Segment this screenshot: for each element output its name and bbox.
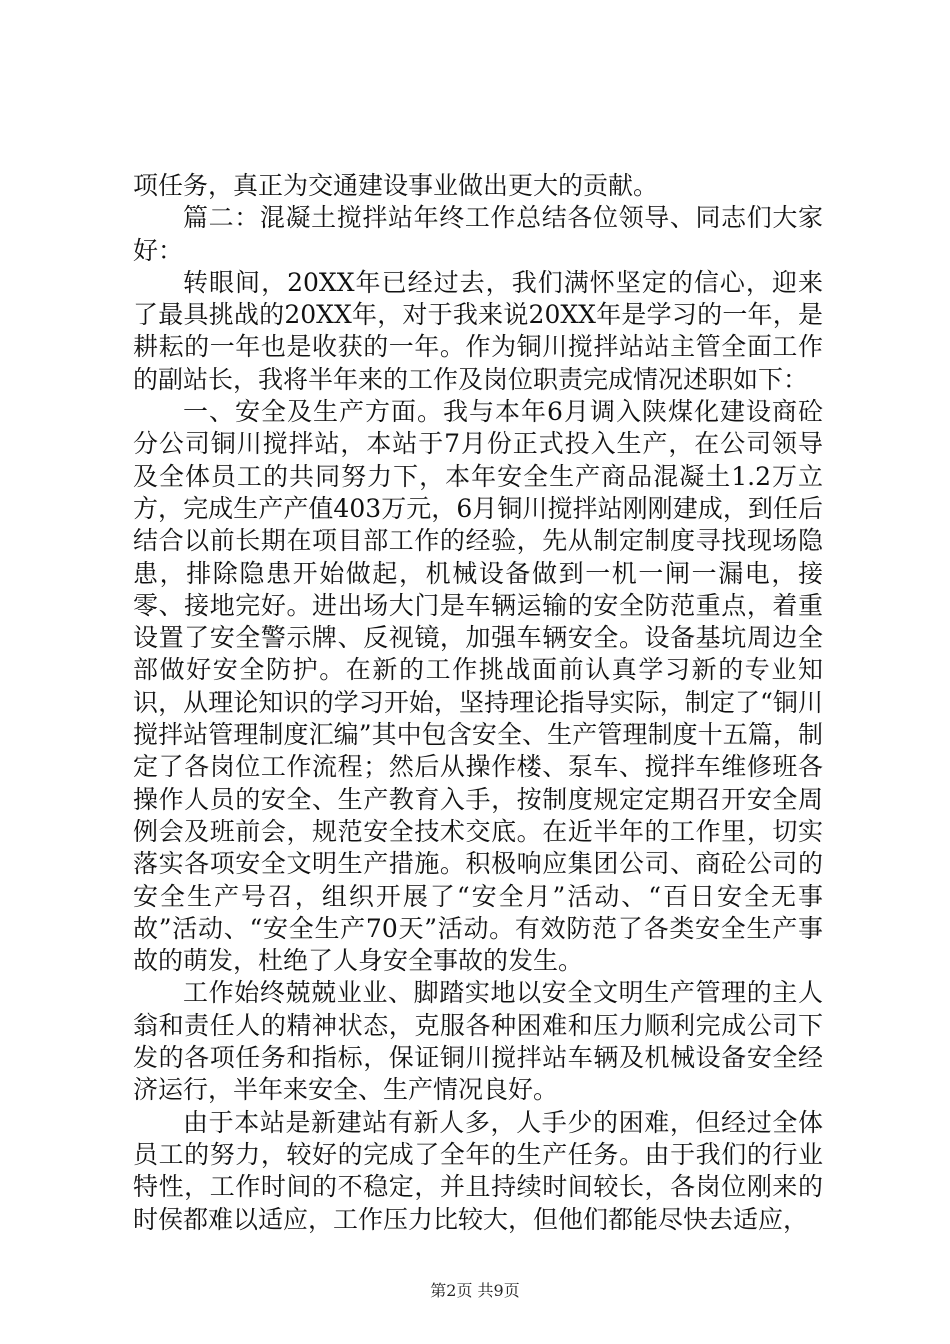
paragraph-staff: 由于本站是新建站有新人多，人手少的困难，但经过全体员工的努力，较好的完成了全年的生产任务。由于我们的行业特性，工作时间的不稳定，并且持续时间较长，各岗位刚来的时侯都难以适应，工作压力比较大，但他们都能尽快去适应， (133, 1107, 823, 1234)
paragraph-continuation: 项任务，真正为交通建设事业做出更大的贡献。 (133, 171, 659, 200)
paragraph-intro: 转眼间，20XX年已经过去，我们满怀坚定的信心，迎来了最具挑战的20XX年，对于我来说20XX年是学习的一年，是耕耘的一年也是收获的一年。作为铜川搅拌站站主管全面工作的副站长，我将半年来的工作及岗位职责完成情况述职如下： (133, 267, 823, 394)
page-footer: 第2页 共9页 (430, 1281, 520, 1300)
paragraph-work-attitude: 工作始终兢兢业业、脚踏实地以安全文明生产管理的主人翁和责任人的精神状态，克服各种困难和压力顺利完成公司下发的各项任务和指标，保证铜川搅拌站车辆及机械设备安全经济运行，半年来安全、生产情况良好。 (133, 978, 823, 1105)
paragraph-safety-production: 一、安全及生产方面。我与本年6月调入陕煤化建设商砼分公司铜川搅拌站，本站于7月份正式投入生产，在公司领导及全体员工的共同努力下，本年安全生产商品混凝土1.2万立方，完成生产产值403万元，6月铜川搅拌站刚刚建成，到任后结合以前长期在项目部工作的经验，先从制定制度寻找现场隐患，排除隐患开始做起，机械设备做到一机一闸一漏电，接零、接地完好。进出场大门是车辆运输的安全防范重点，着重设置了安全警示牌、反视镜，加强车辆安全。设备基坑周边全部做好安全防护。在新的工作挑战面前认真学习新的专业知识，从理论知识的学习开始，坚持理论指导实际，制定了“铜川搅拌站管理制度汇编”其中包含安全、生产管理制度十五篇，制定了各岗位工作流程；然后从操作楼、泵车、搅拌车维修班各操作人员的安全、生产教育入手，按制度规定定期召开安全周例会及班前会，规范安全技术交底。在近半年的工作里，切实落实各项安全文明生产措施。积极响应集团公司、商砼公司的安全生产号召，组织开展了“安全月”活动、“百日安全无事故”活动、“安全生产70天”活动。有效防范了各类安全生产事故的萌发，杜绝了人身安全事故的发生。 (133, 397, 823, 976)
paragraph-section-title: 篇二：混凝土搅拌站年终工作总结各位领导、同志们大家好： (133, 203, 823, 265)
document-body (133, 170, 823, 1236)
